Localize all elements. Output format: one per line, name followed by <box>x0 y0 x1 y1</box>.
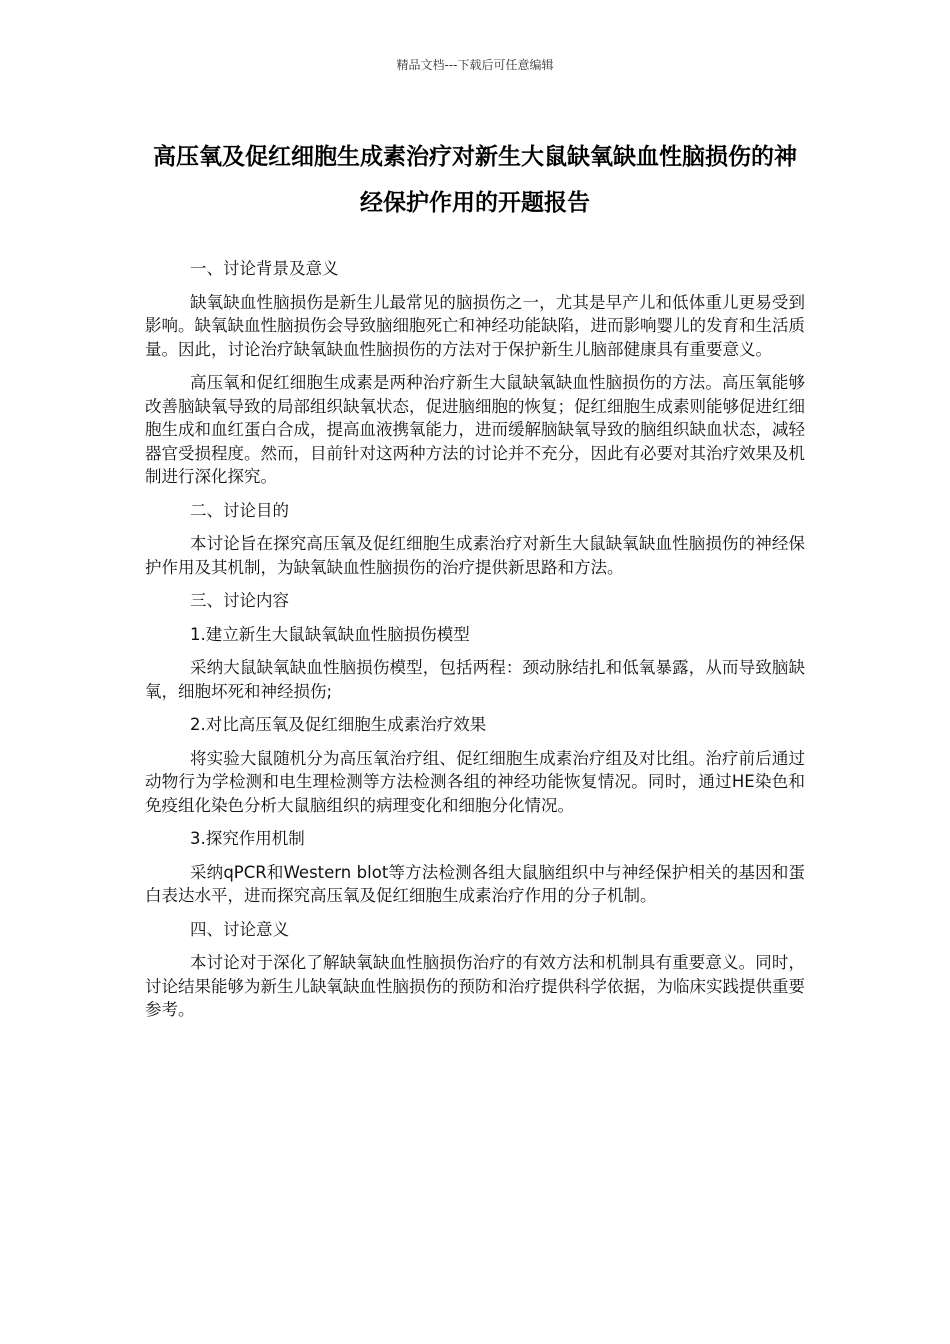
paragraph-compare: 将实验大鼠随机分为高压氧治疗组、促红细胞生成素治疗组及对比组。治疗前后通过动物行为学检测和电生理检测等方法检测各组的神经功能恢复情况。同时，通过HE染色和免疫组化染色分析大鼠脑组织的病理变化和细胞分化情况。 <box>145 748 805 815</box>
document-body <box>145 257 805 1032</box>
paragraph-purpose: 本讨论旨在探究高压氧及促红细胞生成素治疗对新生大鼠缺氧缺血性脑损伤的神经保护作用及其机制，为缺氧缺血性脑损伤的治疗提供新思路和方法。 <box>145 534 805 577</box>
paragraph-mechanism: 采纳qPCR和Western blot等方法检测各组大鼠脑组织中与神经保护相关的基因和蛋白表达水平，进而探究高压氧及促红细胞生成素治疗作用的分子机制。 <box>145 862 805 905</box>
paragraph-background-1: 缺氧缺血性脑损伤是新生儿最常见的脑损伤之一，尤其是早产儿和低体重儿更易受到影响。缺氧缺血性脑损伤会导致脑细胞死亡和神经功能缺陷，进而影响婴儿的发育和生活质量。因此，讨论治疗缺氧缺血性脑损伤的方法对于保护新生儿脑部健康具有重要意义。 <box>145 292 805 359</box>
subsection-heading-mechanism: 3.探究作用机制 <box>190 829 305 848</box>
paragraph-background-2: 高压氧和促红细胞生成素是两种治疗新生大鼠缺氧缺血性脑损伤的方法。高压氧能够改善脑缺氧导致的局部组织缺氧状态，促进脑细胞的恢复；促红细胞生成素则能够促进红细胞生成和血红蛋白合成，提高血液携氧能力，进而缓解脑缺氧导致的脑组织缺血状态，减轻器官受损程度。然而，目前针对这两种方法的讨论并不充分，因此有必要对其治疗效果及机制进行深化探究。 <box>145 373 805 486</box>
subsection-heading-compare: 2.对比高压氧及促红细胞生成素治疗效果 <box>190 715 487 734</box>
section-heading-content: 三、讨论内容 <box>190 591 289 610</box>
document-title: 高压氧及促红细胞生成素治疗对新生大鼠缺氧缺血性脑损伤的神经保护作用的开题报告 <box>153 144 797 216</box>
section-heading-significance: 四、讨论意义 <box>190 919 289 939</box>
subsection-heading-model: 1.建立新生大鼠缺氧缺血性脑损伤模型 <box>190 624 470 644</box>
paragraph-significance: 本讨论对于深化了解缺氧缺血性脑损伤治疗的有效方法和机制具有重要意义。同时，讨论结果能够为新生儿缺氧缺血性脑损伤的预防和治疗提供科学依据，为临床实践提供重要参考。 <box>145 953 805 1019</box>
header-note: 精品文档---下载后可任意编辑 <box>396 58 554 72</box>
paragraph-model: 采纳大鼠缺氧缺血性脑损伤模型，包括两程：颈动脉结扎和低氧暴露，从而导致脑缺氧，细胞坏死和神经损伤; <box>145 658 805 701</box>
section-heading-background: 一、讨论背景及意义 <box>190 259 339 278</box>
section-heading-purpose: 二、讨论目的 <box>190 500 289 520</box>
